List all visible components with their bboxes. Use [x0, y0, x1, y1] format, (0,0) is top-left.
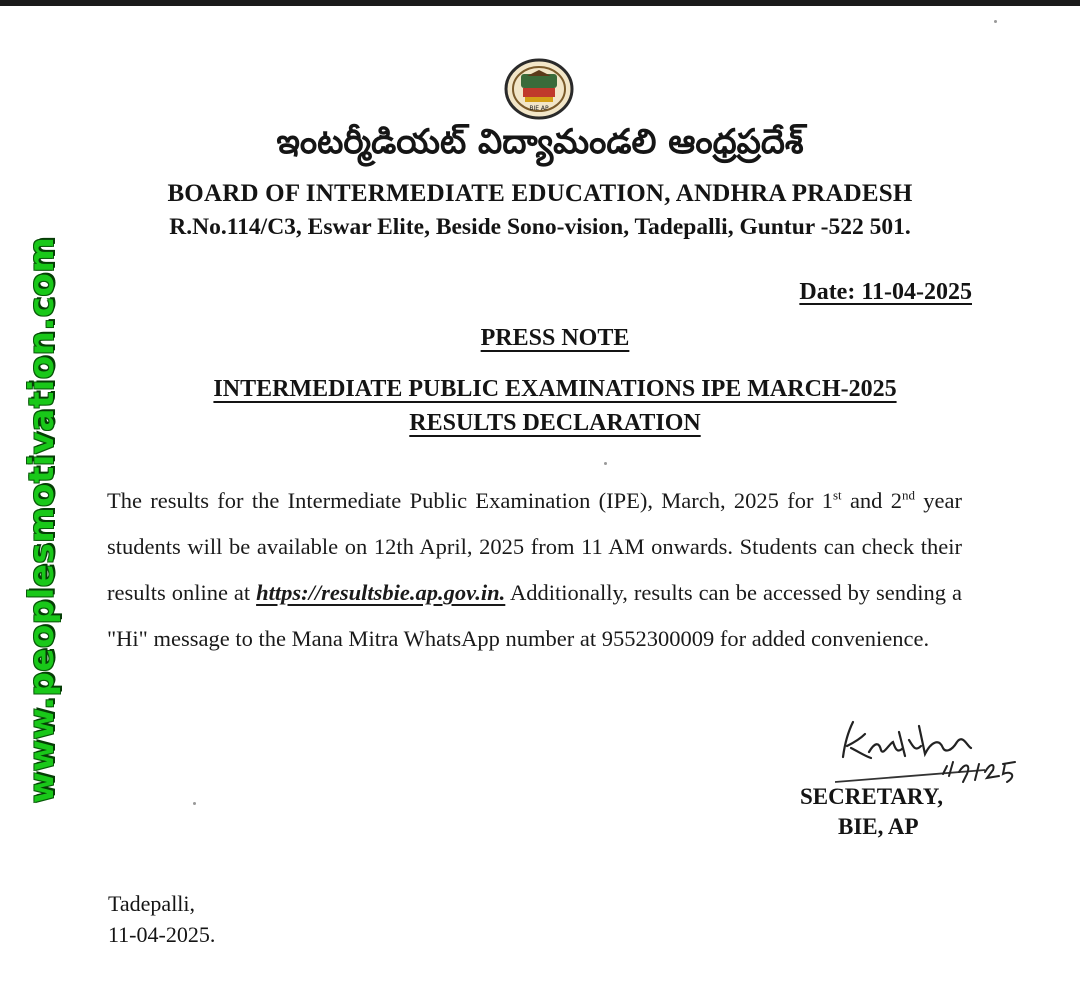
press-note-heading: PRESS NOTE: [480, 325, 630, 351]
scan-speck: [604, 462, 607, 465]
subject-line-2: RESULTS DECLARATION: [409, 410, 701, 436]
board-emblem: [503, 58, 575, 120]
scan-speck: [994, 20, 997, 23]
body-text-1: The results for the Intermediate Public Examination (IPE), March, 2025 for 1: [107, 488, 833, 513]
body-text-3: year students will be available on 12th April, 2025 from 11 AM onwards. Students can check their results online at: [107, 488, 962, 605]
superscript-nd: nd: [901, 487, 915, 503]
board-name-telugu: ఇంటర్మీడియట్ విద్యామండలి ఆంధ్రప్రదేశ్: [276, 122, 804, 162]
body-text-4: Additionally, results can be accessed by sending a "Hi" message to the Mana Mitra WhatsApp number at 9552300009 for added convenience.: [107, 580, 962, 651]
secretary-office: BIE, AP: [838, 814, 919, 839]
place: Tadepalli,: [108, 891, 196, 916]
secretary-designation: SECRETARY,: [800, 784, 943, 809]
press-note-body: [107, 478, 962, 662]
watermark-text: www.peoplesmotivation.com: [22, 236, 62, 804]
subject-heading: [0, 372, 1080, 440]
document-date: Date: 11-04-2025: [799, 279, 972, 305]
svg-text:BIE AP: BIE AP: [529, 105, 549, 112]
results-website-link[interactable]: https://resultsbie.ap.gov.in.: [256, 580, 506, 605]
subject-line-1: INTERMEDIATE PUBLIC EXAMINATIONS IPE MARCH-2025: [213, 376, 897, 402]
board-address: R.No.114/C3, Eswar Elite, Beside Sono-vision, Tadepalli, Guntur -522 501.: [169, 214, 911, 240]
top-border: [0, 0, 1080, 6]
place-and-date: [108, 888, 215, 950]
superscript-st: st: [832, 487, 842, 503]
scan-speck: [193, 802, 196, 805]
body-text-2: and 2: [841, 488, 902, 513]
footer-date: 11-04-2025.: [108, 922, 216, 947]
board-name: BOARD OF INTERMEDIATE EDUCATION, ANDHRA PRADESH: [167, 180, 913, 207]
